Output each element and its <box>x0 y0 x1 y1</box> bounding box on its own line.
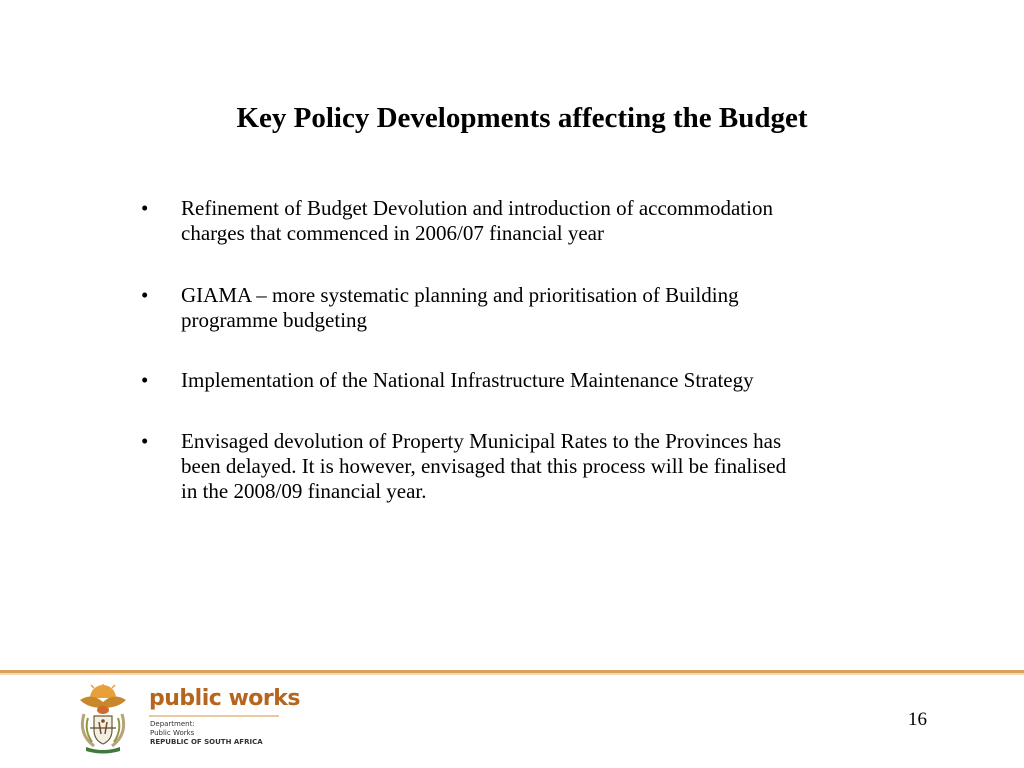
bullet-line: charges that commenced in 2006/07 financial year <box>181 221 604 245</box>
bullet-text <box>181 196 941 246</box>
bullet-text <box>181 429 941 504</box>
bullet-dot: • <box>141 368 149 392</box>
bullet-line: Implementation of the National Infrastructure Maintenance Strategy <box>181 368 754 392</box>
public-works-logo <box>74 684 300 756</box>
bullet-text <box>181 368 941 393</box>
bullet-line: Refinement of Budget Devolution and introduction of accommodation <box>181 196 773 220</box>
footer-divider-shadow <box>0 673 1024 675</box>
bullet-line: been delayed. It is however, envisaged that this process will be finalised <box>181 454 787 478</box>
bullet-line: GIAMA – more systematic planning and prioritisation of Building <box>181 283 739 307</box>
coat-of-arms-icon <box>74 684 132 754</box>
brand-underline <box>149 715 279 717</box>
brand-name: public works <box>149 686 300 711</box>
bullet-text <box>181 283 941 333</box>
bullet-line: Envisaged devolution of Property Municipal Rates to the Provinces has <box>181 429 782 453</box>
dept-label: Department: <box>150 720 195 728</box>
bullet-item <box>141 429 941 504</box>
country-name: REPUBLIC OF SOUTH AFRICA <box>150 738 263 746</box>
bullet-dot: • <box>141 196 149 220</box>
bullet-line: programme budgeting <box>181 308 368 332</box>
bullet-dot: • <box>141 429 149 453</box>
slide-title: Key Policy Developments affecting the Budget <box>236 102 808 134</box>
bullet-item <box>141 283 941 333</box>
dept-name: Public Works <box>150 729 195 737</box>
bullet-item <box>141 196 941 246</box>
bullet-line: in the 2008/09 financial year. <box>181 479 427 503</box>
page-number: 16 <box>908 709 927 730</box>
bullet-item <box>141 368 941 393</box>
bullet-dot: • <box>141 283 149 307</box>
